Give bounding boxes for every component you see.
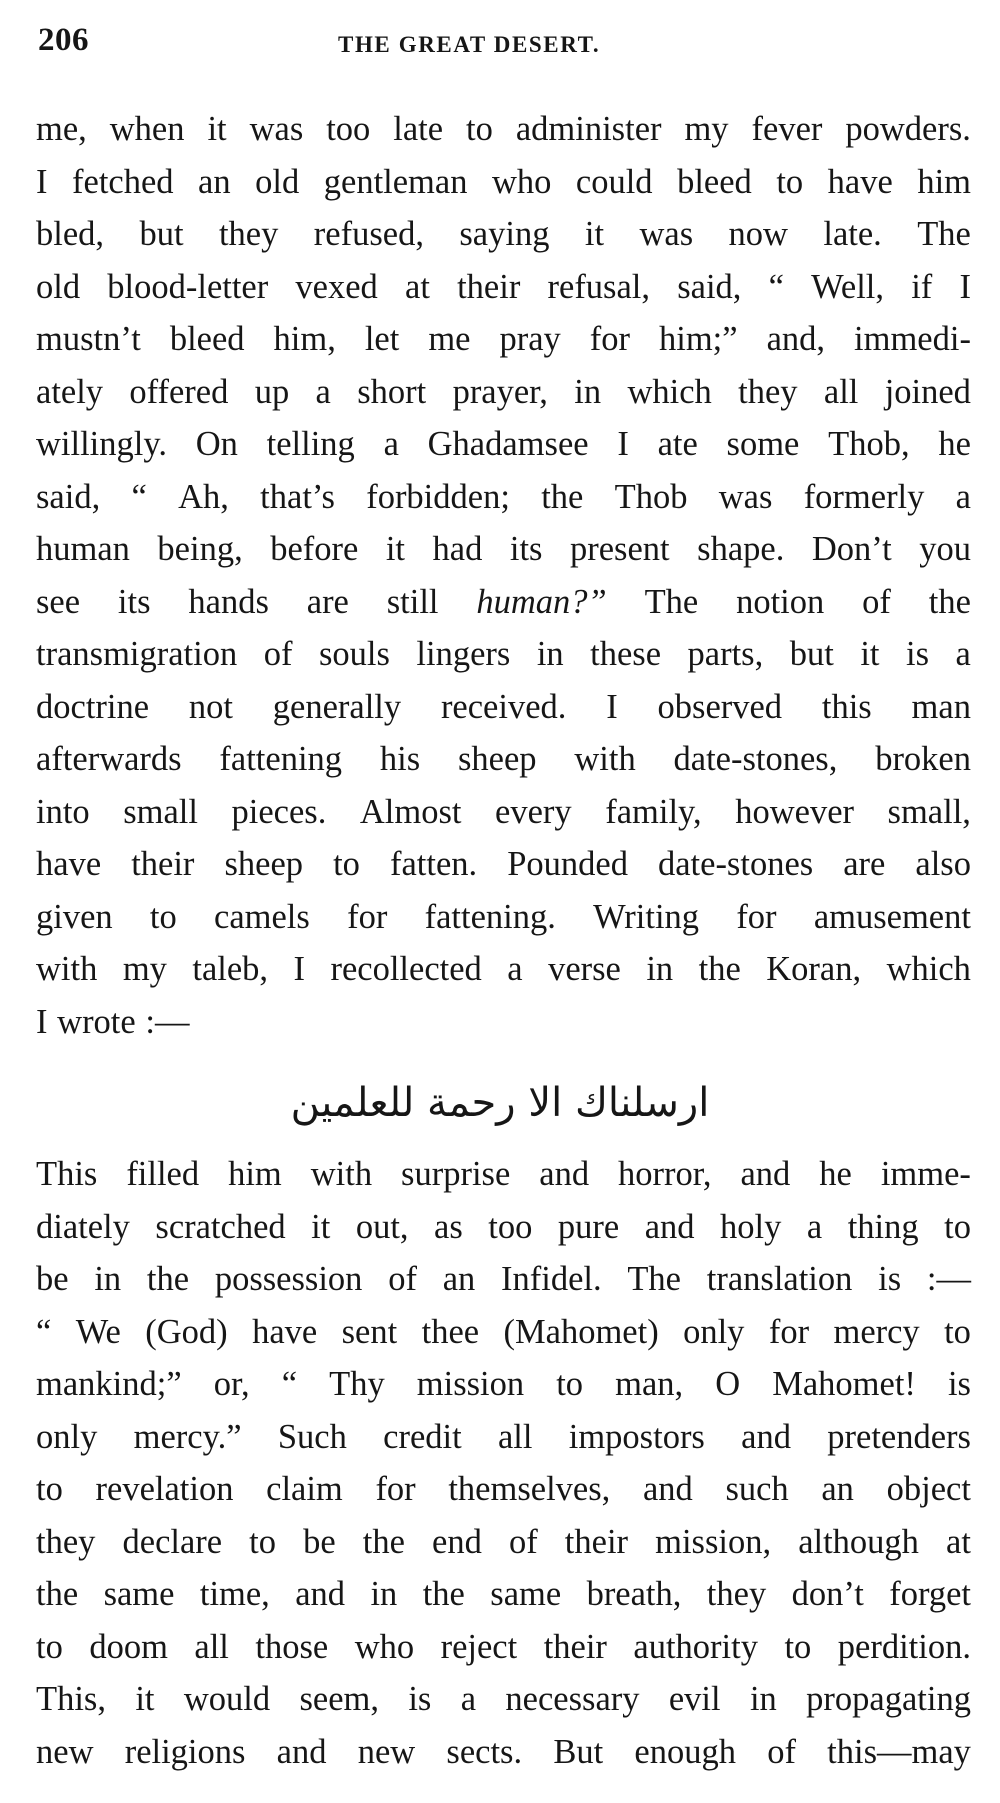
text-line: transmigration of souls lingers in these parts, but it is a xyxy=(36,635,971,673)
text-line: doctrine not generally received. I observed this man xyxy=(36,687,971,726)
text-line: ately offered up a short prayer, in which they all joined xyxy=(36,372,971,411)
text-line: human being, before it had its present shape. Don’t you xyxy=(36,530,971,568)
text-line: be in the possession of an Infidel. The translation is :— xyxy=(36,1260,971,1298)
text-line: willingly. On telling a Ghadamsee I ate some Thob, he xyxy=(36,425,971,463)
text-line: This, it would seem, is a necessary evil in propagating xyxy=(36,1680,971,1718)
text-line: given to camels for fattening. Writing for amusement xyxy=(36,897,971,936)
page-number: 206 xyxy=(38,22,89,58)
text-line: into small pieces. Almost every family, however small, xyxy=(36,792,971,831)
text-line: This filled him with surprise and horror, and he imme- xyxy=(36,1155,971,1193)
text-line: to doom all those who reject their authority to perdition. xyxy=(36,1627,971,1666)
text-line: to revelation claim for themselves, and such an object xyxy=(36,1470,971,1508)
page-header xyxy=(38,22,970,68)
text-line: only mercy.” Such credit all impostors and pretenders xyxy=(36,1417,971,1456)
text-line: I fetched an old gentleman who could bleed to have him xyxy=(36,162,971,201)
text-line: new religions and new sects. But enough of this—may xyxy=(36,1732,971,1771)
text-line: I wrote :— xyxy=(36,1002,190,1041)
text-line: diately scratched it out, as too pure and holy a thing to xyxy=(36,1207,971,1246)
text-line: bled, but they refused, saying it was now late. The xyxy=(36,215,971,253)
text-line: they declare to be the end of their mission, although at xyxy=(36,1522,971,1561)
arabic-verse: ارسلناك الا رحمة للعلمين xyxy=(290,1080,710,1126)
text-line: me, when it was too late to administer my fever powders. xyxy=(36,110,971,148)
text-line: with my taleb, I recollected a verse in the Koran, which xyxy=(36,950,971,988)
paragraph-1 xyxy=(36,103,971,1048)
text-line: see its hands are still human?” The notion of the xyxy=(36,582,971,621)
text-line: “ We (God) have sent thee (Mahomet) only for mercy to xyxy=(36,1312,971,1351)
text-line: mustn’t bleed him, let me pray for him;” and, immedi- xyxy=(36,320,971,358)
running-title: THE GREAT DESERT. xyxy=(338,32,601,57)
text-line: afterwards fattening his sheep with date-stones, broken xyxy=(36,740,971,778)
text-line: the same time, and in the same breath, they don’t forget xyxy=(36,1575,971,1613)
text-line: old blood-letter vexed at their refusal, said, “ Well, if I xyxy=(36,267,971,306)
text-line: have their sheep to fatten. Pounded date-stones are also xyxy=(36,845,971,883)
text-line: said, “ Ah, that’s forbidden; the Thob was formerly a xyxy=(36,477,971,516)
text-line: mankind;” or, “ Thy mission to man, O Mahomet! is xyxy=(36,1365,971,1403)
paragraph-2 xyxy=(36,1148,971,1778)
